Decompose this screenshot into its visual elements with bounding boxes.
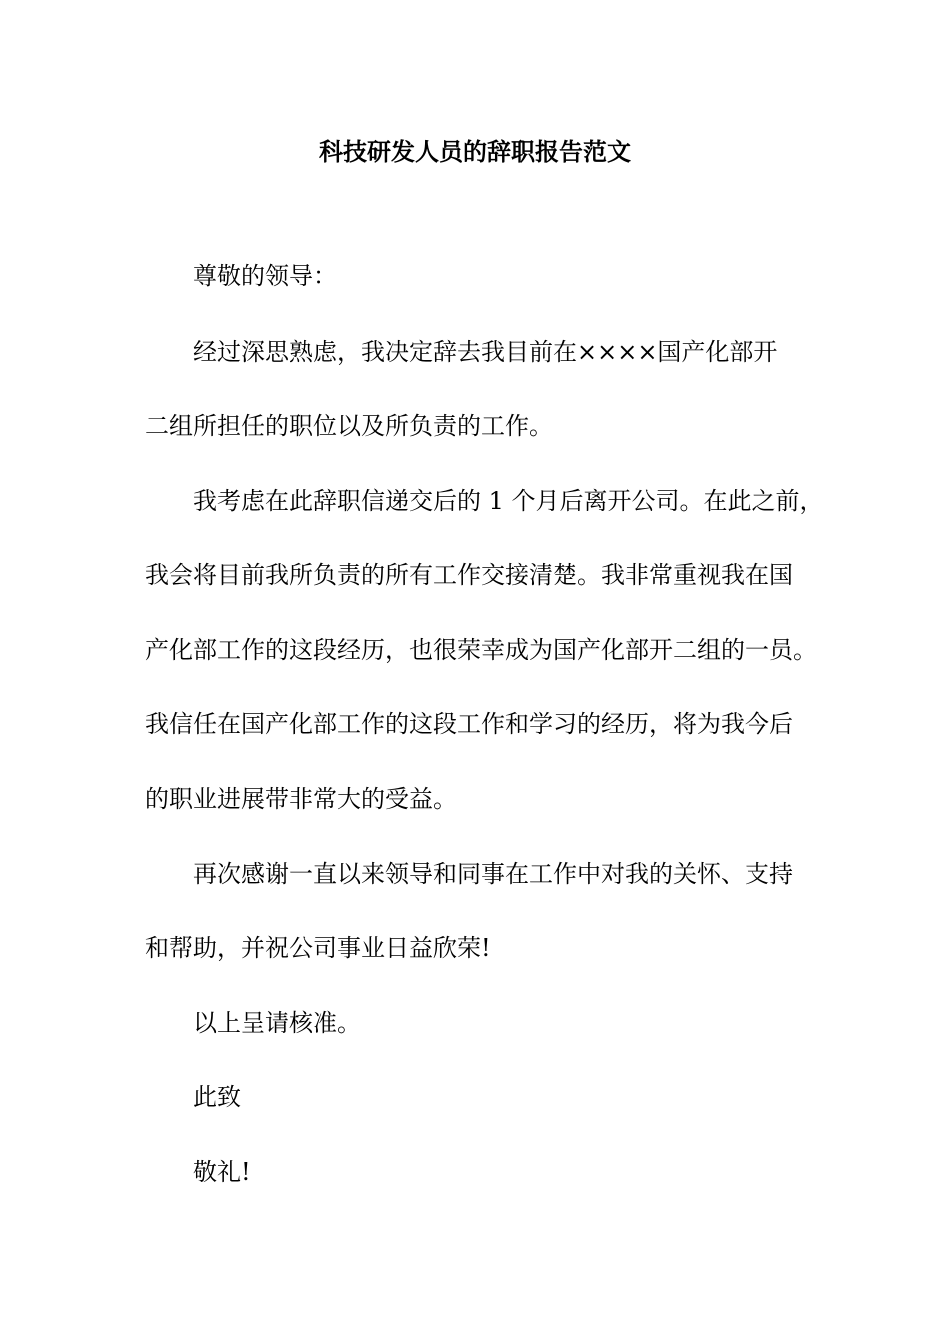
paragraph-3-line-1: 再次感谢一直以来领导和同事在工作中对我的关怀、支持 (193, 860, 793, 888)
paragraph-2-line-3: 产化部工作的这段经历，也很荣幸成为国产化部开二组的一员。 (145, 636, 817, 664)
paragraph-3-line-2: 和帮助，并祝公司事业日益欣荣! (145, 934, 491, 962)
closing-line-1: 此致 (193, 1083, 241, 1111)
request-line: 以上呈请核准。 (193, 1009, 361, 1037)
paragraph-1-line-2: 二组所担任的职位以及所负责的工作。 (145, 412, 553, 440)
paragraph-2-line-2: 我会将目前我所负责的所有工作交接清楚。我非常重视我在国 (145, 561, 793, 589)
salutation: 尊敬的领导： (193, 262, 337, 290)
closing-line-2: 敬礼! (193, 1158, 251, 1186)
paragraph-2-line-1: 我考虑在此辞职信递交后的 1 个月后离开公司。在此之前， (193, 487, 824, 515)
paragraph-2-line-5: 的职业进展带非常大的受益。 (145, 785, 457, 813)
paragraph-1-line-1: 经过深思熟虑，我决定辞去我目前在××××国产化部开 (193, 338, 778, 366)
document-title: 科技研发人员的辞职报告范文 (319, 137, 631, 166)
paragraph-2-line-4: 我信任在国产化部工作的这段工作和学习的经历，将为我今后 (145, 710, 793, 738)
